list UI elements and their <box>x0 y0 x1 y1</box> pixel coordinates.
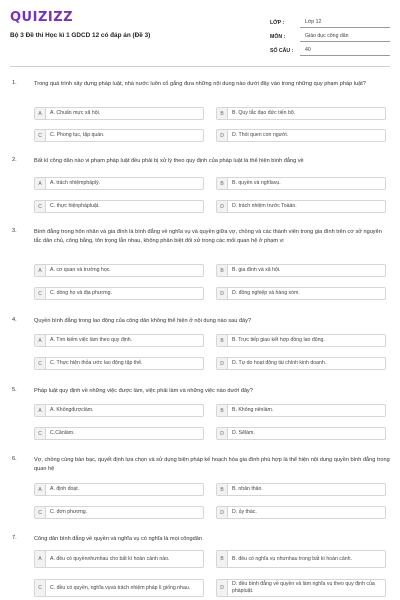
option-a[interactable] <box>34 177 204 190</box>
option-c[interactable] <box>34 200 204 213</box>
option-text: D. ủy thác. <box>232 509 257 515</box>
option-letter: B <box>217 484 228 495</box>
option-text: D. đều bình đẳng về quyền và làm nghĩa vụ theo quy định của phápluật. <box>232 581 375 594</box>
meta-subject-row <box>270 28 390 42</box>
meta-label: SỐ CÂU : <box>270 48 294 54</box>
option-a[interactable] <box>34 334 204 347</box>
option-letter: D <box>217 580 228 596</box>
meta-value: Lớp 12 <box>300 19 390 28</box>
option-b[interactable] <box>216 264 386 277</box>
option-c[interactable] <box>34 357 204 370</box>
option-b[interactable] <box>216 404 386 417</box>
meta-value: Giáo dục công dân <box>300 33 390 42</box>
question-text: Bất kì công dân nào vi phạm pháp luật đều phải bị xử lý theo quy định của pháp luật là thể hiện bình đẳng về <box>34 158 304 164</box>
option-text: A. Tìm kiếm việc làm theo quy định. <box>50 337 133 343</box>
option-letter: A <box>35 108 46 119</box>
option-text: A. Chuẩn mực xã hội. <box>50 110 101 116</box>
question-number: 5. <box>12 387 17 393</box>
quizizz-logo: QUIZIZZ <box>10 10 74 25</box>
option-a[interactable] <box>34 264 204 277</box>
option-text: C.Cầnlàm. <box>50 430 75 436</box>
option-text: C. Thực hiện thỏa ước lao động tập thể. <box>50 360 143 366</box>
option-c[interactable] <box>34 129 204 142</box>
option-text: B. Không nênlàm. <box>232 407 274 413</box>
option-text: C. thực hiệnphápluật. <box>50 203 100 209</box>
option-d[interactable] <box>216 427 386 440</box>
option-d[interactable] <box>216 506 386 519</box>
option-a[interactable] <box>34 107 204 120</box>
option-text: A. định đoạt. <box>50 486 80 492</box>
option-text: B. đều có nghĩa vụ nhưnhau trong bất kì hoàn cảnh. <box>232 555 352 562</box>
question-number: 4. <box>12 317 17 323</box>
option-c[interactable] <box>34 427 204 440</box>
option-letter: C <box>35 358 46 369</box>
meta-label: MÔN : <box>270 34 286 40</box>
option-b[interactable] <box>216 550 386 568</box>
option-letter: A <box>35 178 46 189</box>
option-letter: B <box>217 265 228 276</box>
option-text: C. đều có quyền, nghĩa vụvà trách nhiệm pháp lí giống nhau. <box>50 584 191 591</box>
option-letter: A <box>35 551 46 567</box>
option-text: D. đồng nghiệp và hàng xóm. <box>232 290 300 296</box>
meta-count-row <box>270 42 390 56</box>
option-d[interactable] <box>216 200 386 213</box>
option-letter: B <box>217 178 228 189</box>
option-text: B. quyền và nghĩavụ. <box>232 180 281 186</box>
option-letter: D <box>217 130 228 141</box>
option-letter: C <box>35 507 46 518</box>
option-text: C. Phong tục, tập quán. <box>50 132 105 138</box>
meta-label: LỚP : <box>270 20 285 26</box>
option-letter: D <box>217 358 228 369</box>
question-text: Quyền bình đẳng trong lao động của công dân không thể hiện ở nội dung nào sau đây? <box>34 318 252 324</box>
option-d[interactable] <box>216 357 386 370</box>
option-a[interactable] <box>34 404 204 417</box>
option-letter: A <box>35 405 46 416</box>
option-letter: A <box>35 335 46 346</box>
option-c[interactable] <box>34 287 204 300</box>
option-text: A. đều có quyềnnhưnhau cho bất kì hoàn cảnh nào. <box>50 555 170 562</box>
option-letter: D <box>217 201 228 212</box>
option-text: C. dòng họ và địa phương. <box>50 290 112 296</box>
question-text: Bình đẳng trong hôn nhân và gia đình là bình đẳng về nghĩa vụ và quyền giữa vợ, chồng và các thành viên trong gia đình trên cơ sở nguyên tắc dân chủ, công bằng, tôn trọng lẫn nhau, không phân biệt đối xử trong các mối quan hệ ở phạm vi <box>34 229 382 244</box>
option-b[interactable] <box>216 177 386 190</box>
option-text: B. Quy tắc đạo đức tiến bộ. <box>232 110 296 116</box>
option-c[interactable] <box>34 506 204 519</box>
option-letter: B <box>217 335 228 346</box>
option-a[interactable] <box>34 550 204 568</box>
option-letter: C <box>35 201 46 212</box>
option-letter: B <box>217 108 228 119</box>
option-b[interactable] <box>216 334 386 347</box>
header-divider <box>10 66 390 67</box>
option-text: A. cơ quan và trường học. <box>50 267 111 273</box>
option-letter: B <box>217 405 228 416</box>
option-a[interactable] <box>34 483 204 496</box>
option-b[interactable] <box>216 483 386 496</box>
option-letter: B <box>217 551 228 567</box>
option-text: D. Tự do hoạt động tài chính kinh doanh. <box>232 360 327 366</box>
question-number: 6. <box>12 456 17 462</box>
question-number: 3. <box>12 228 17 234</box>
option-letter: C <box>35 130 46 141</box>
option-letter: D <box>217 288 228 299</box>
option-text: A. trách nhiệmpháplý. <box>50 180 101 186</box>
option-text: B. gia đình và xã hội. <box>232 267 281 273</box>
question-number: 7. <box>12 535 17 541</box>
question-text: Vợ, chồng cùng bàn bạc, quyết định lựa chọn và sử dụng biện pháp kế hoạch hóa gia đình phù hợp là thể hiện nội dung quyền bình đẳng trong quan hệ <box>34 457 390 472</box>
option-text: D. trách nhiệm trước Toàán. <box>232 203 297 209</box>
option-letter: D <box>217 507 228 518</box>
question-text: Pháp luật quy định về những việc được làm, việc phải làm và những việc nào dưới đây? <box>34 388 253 394</box>
option-d[interactable] <box>216 579 386 597</box>
question-text: Trong quá trình xây dựng pháp luật, nhà nước luôn cố gắng đưa những nội dung nào dưới đây vào trong những quy phạm pháp luật? <box>34 81 366 87</box>
question-number: 1. <box>12 80 17 86</box>
option-letter: C <box>35 428 46 439</box>
option-letter: C <box>35 580 46 596</box>
worksheet-header <box>0 0 400 66</box>
option-text: C. đơn phương. <box>50 509 88 515</box>
option-text: B. Trực tiếp giao kết hợp đồng lao động. <box>232 337 325 343</box>
option-letter: A <box>35 484 46 495</box>
option-text: D. Sẽlàm. <box>232 430 255 436</box>
meta-class-row <box>270 14 390 28</box>
meta-value: 40 <box>300 47 390 56</box>
question-text: Công dân bình đẳng về quyền và nghĩa vụ có nghĩa là mọi côngdân <box>34 536 202 542</box>
worksheet-title: Bộ 3 Đề thi Học kì 1 GDCD 12 có đáp án (Đề 3) <box>10 32 151 39</box>
option-letter: D <box>217 428 228 439</box>
question-number: 2. <box>12 157 17 163</box>
option-text: B. nhân thân. <box>232 486 263 492</box>
option-letter: C <box>35 288 46 299</box>
option-d[interactable] <box>216 129 386 142</box>
option-letter: A <box>35 265 46 276</box>
option-c[interactable] <box>34 579 204 597</box>
worksheet-meta <box>270 14 390 56</box>
option-text: A. Khôngđượclàm. <box>50 407 94 413</box>
option-text: D. Thói quen con người. <box>232 132 289 138</box>
option-d[interactable] <box>216 287 386 300</box>
option-b[interactable] <box>216 107 386 120</box>
